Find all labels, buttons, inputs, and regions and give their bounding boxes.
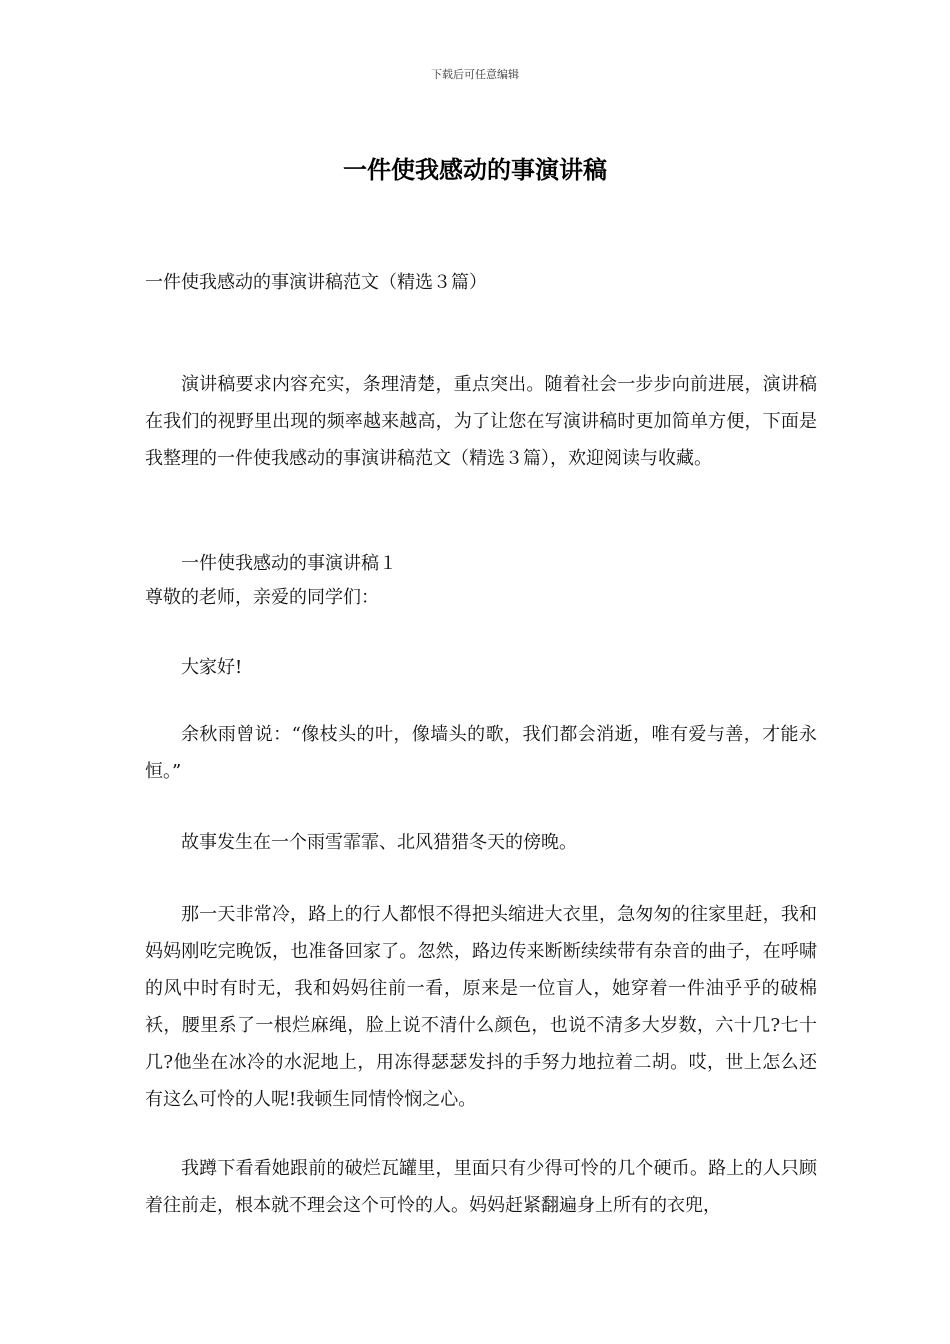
header-note: 下载后可任意编辑 (431, 68, 519, 81)
coin-paragraph: 我蹲下看看她跟前的破烂瓦罐里，里面只有少得可怜的几个硬币。路上的人只顾着往前走，根本就不理会这个可怜的人。妈妈赶紧翻遍身上所有的衣兜， (145, 1158, 817, 1216)
setting-paragraph: 故事发生在一个雨雪霏霏、北风猎猎冬天的傍晚。 (181, 832, 577, 853)
greeting: 大家好! (181, 657, 243, 678)
quote-paragraph: 余秋雨曾说：“像枝头的叶，像墙头的歌，我们都会消逝，唯有爱与善，才能永恒。” (145, 724, 817, 782)
page-title: 一件使我感动的事演讲稿 (343, 156, 607, 184)
subtitle: 一件使我感动的事演讲稿范文（精选３篇） (145, 272, 487, 293)
intro-paragraph: 演讲稿要求内容充实，条理清楚，重点突出。随着社会一步步向前进展，演讲稿在我们的视野里出现的频率越来越高，为了让您在写演讲稿时更加简单方便，下面是我整理的一件使我感动的事演讲稿范文（精选３篇），欢迎阅读与收藏。 (145, 374, 817, 469)
salutation: 尊敬的老师，亲爱的同学们： (145, 587, 379, 608)
section-heading: 一件使我感动的事演讲稿１ (181, 553, 397, 574)
story-paragraph: 那一天非常冷，路上的行人都恨不得把头缩进大衣里，急匆匆的往家里赶，我和妈妈刚吃完晚饭，也准备回家了。忽然，路边传来断断续续带有杂音的曲子，在呼啸的风中时有时无，我和妈妈往前一看，原来是一位盲人，她穿着一件油乎乎的破棉袄，腰里系了一根烂麻绳，脸上说不清什么颜色，也说不清多大岁数，六十几?七十几?他坐在冰冷的水泥地上，用冻得瑟瑟发抖的手努力地拉着二胡。哎，世上怎么还有这么可怜的人呢!我顿生同情怜悯之心。 (145, 904, 817, 1110)
